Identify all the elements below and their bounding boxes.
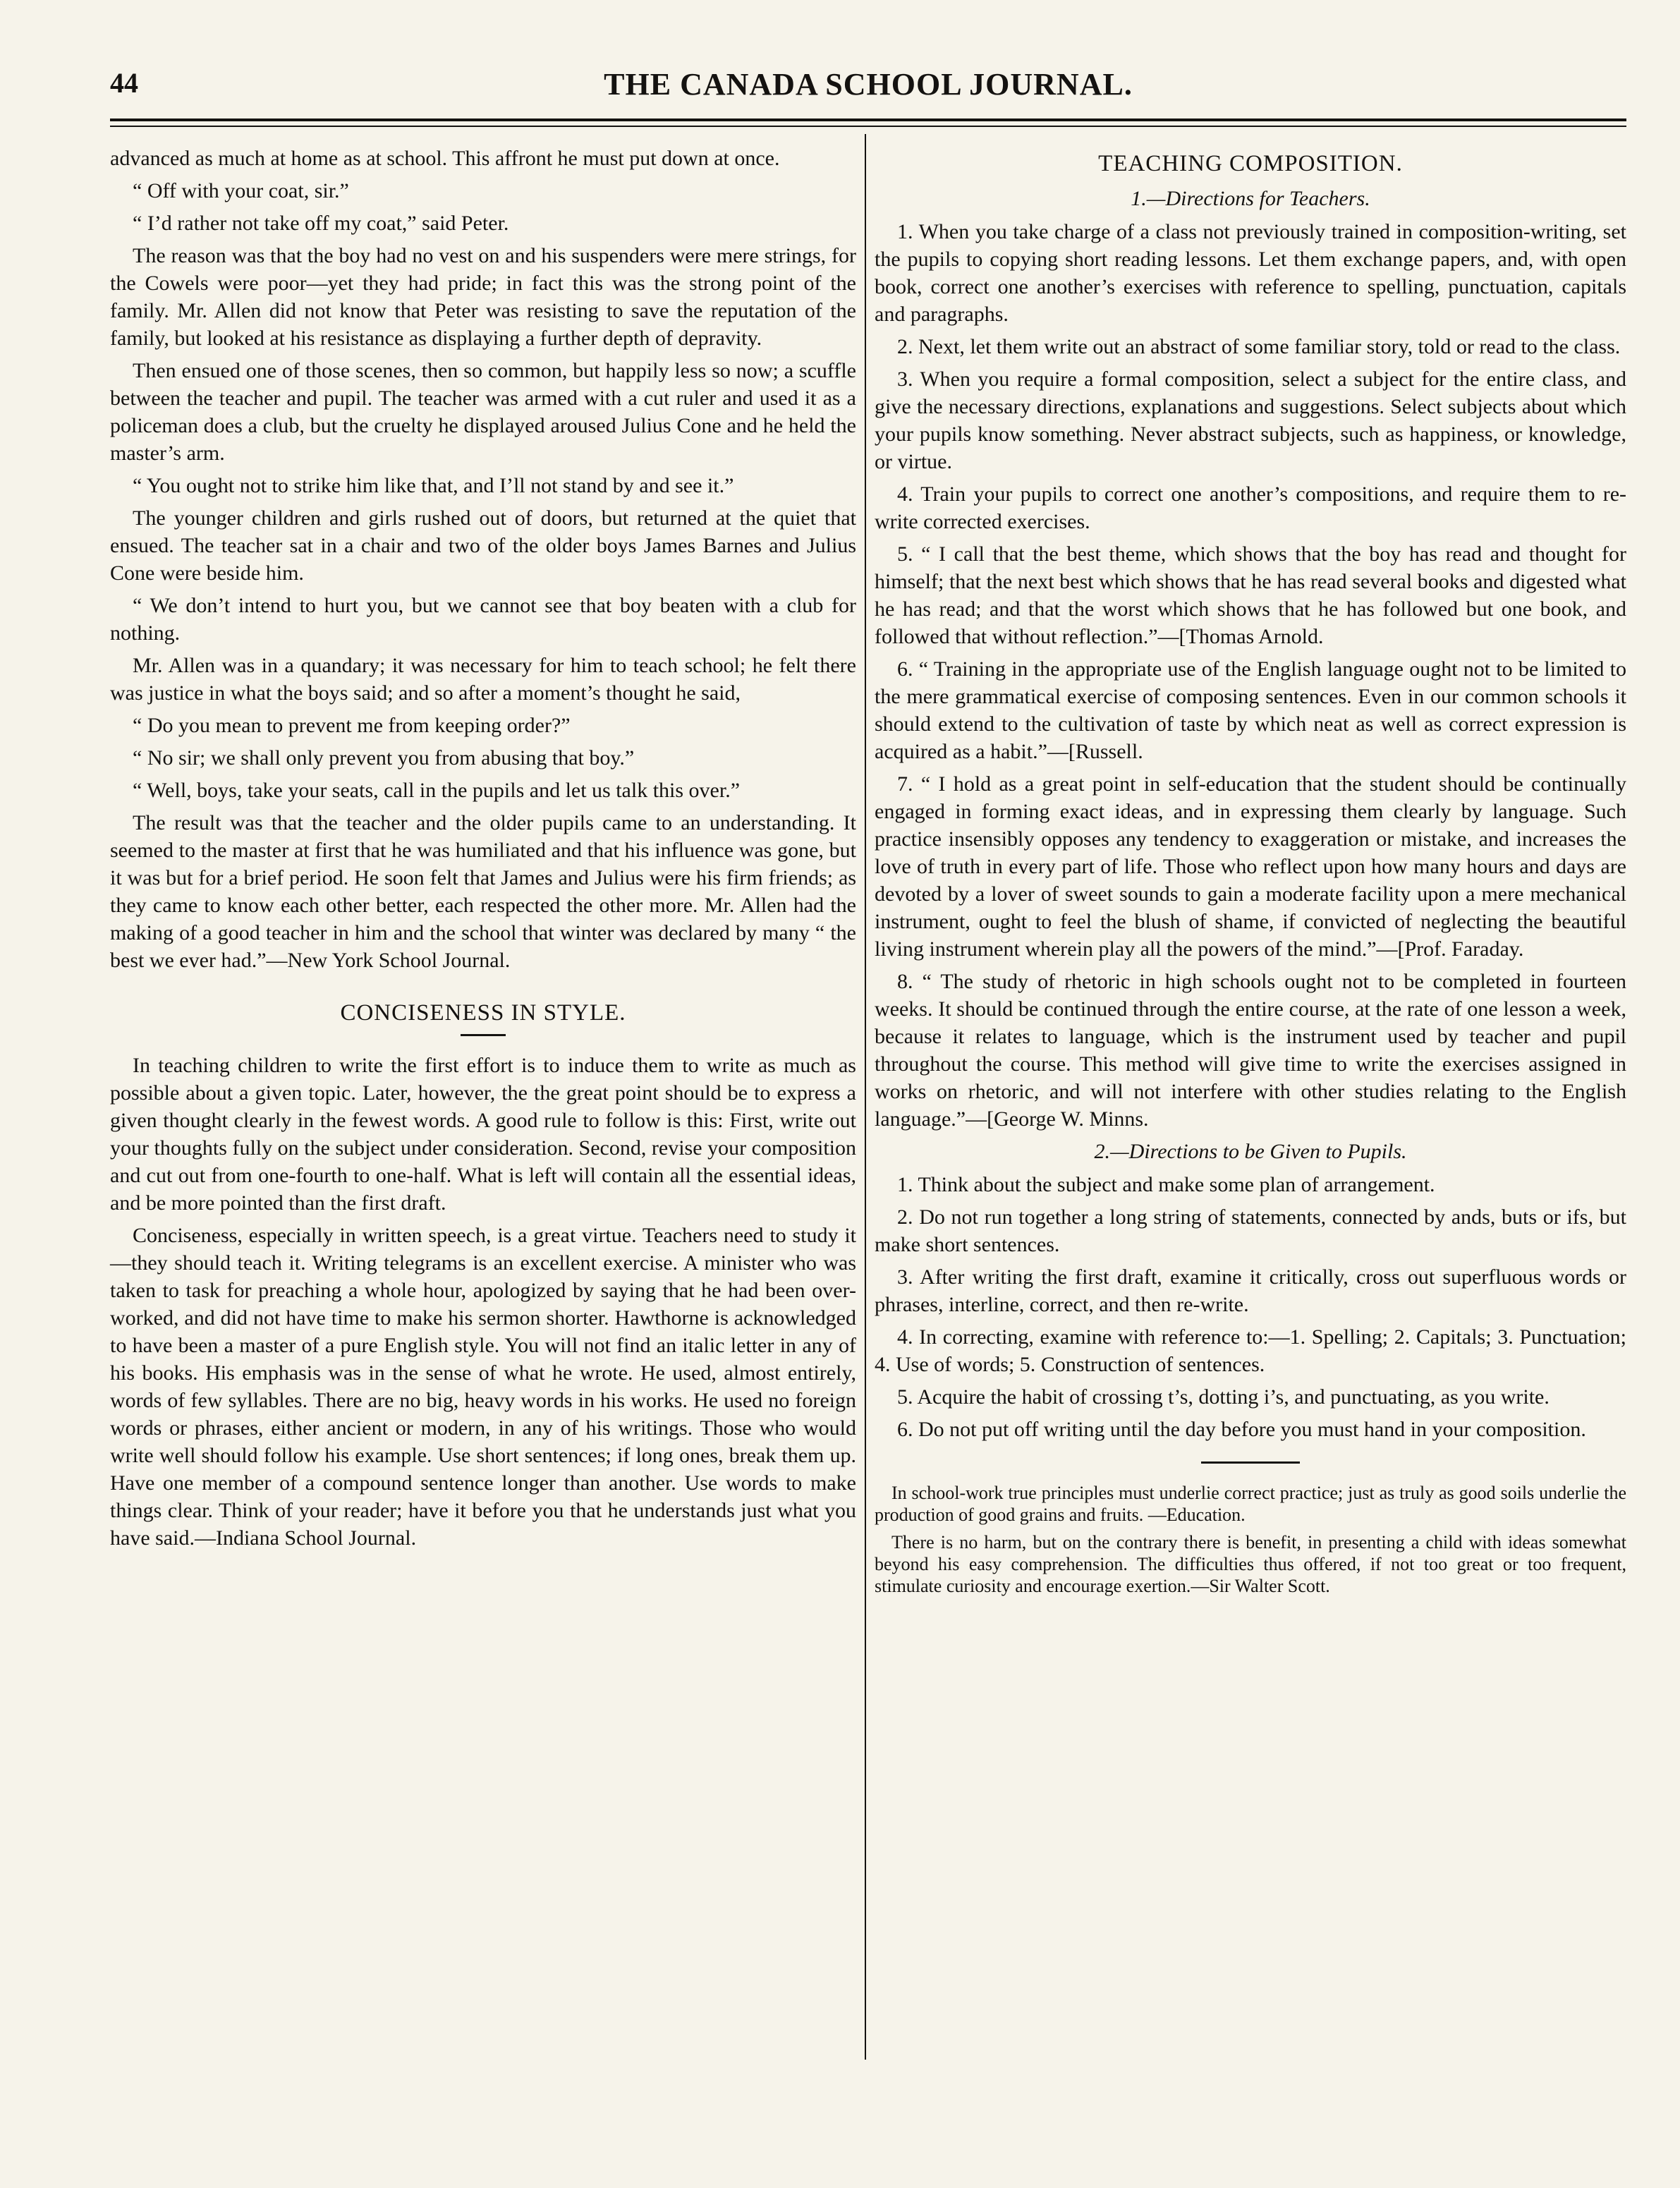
story-paragraph: The reason was that the boy had no vest on and his suspenders were mere strings, for the Cowels were poor—yet they had pride; in fact this was the strong point of the family. Mr. Allen did not know that Peter was resisting to save the reputation of the family, but looked at his resistance as displaying a further depth of depravity.: [110, 244, 856, 350]
subheading-teachers: 1.—Directions for Teachers.: [1131, 187, 1370, 210]
right-column: [875, 145, 1626, 1603]
teacher-direction-item: 8. “ The study of rhetoric in high schools ought not to be completed in fourteen weeks. It should be continued through the entire course, at the rate of one lesson a week, because it relates to language, which is the instrument used by teacher and pupil throughout the course. This method will give time to write the exercises assigned in works on rhetoric, and will not interfere with other studies relating to the English language.”—[George W. Minns.: [875, 970, 1626, 1131]
story-paragraph: “ Off with your coat, sir.”: [133, 179, 349, 202]
header-rule: [110, 118, 1626, 121]
left-column: [110, 145, 856, 1557]
journal-title: THE CANADA SCHOOL JOURNAL.: [604, 67, 1133, 102]
page-number: 44: [110, 67, 138, 99]
teacher-direction-item: 1. When you take charge of a class not previously trained in composition-writing, set the pupils to copying short reading lessons. Let them exchange papers, and, with open book, correct one another’s exercises with reference to spelling, punctuation, capitals and paragraphs.: [875, 220, 1626, 326]
teacher-direction-item: 5. “ I call that the best theme, which shows that the boy has read and thought for himself; that the next best which shows that he has read several books and digested what he has read; and that the worst which shows that he has followed but one book, and followed that without reflection.”—[Thomas Arnold.: [875, 542, 1626, 648]
story-paragraph: “ We don’t intend to hurt you, but we cannot see that boy beaten with a club for nothing.: [110, 594, 856, 645]
page-header: [110, 66, 1626, 109]
pupil-direction-item: 4. In correcting, examine with reference to:—1. Spelling; 2. Capitals; 3. Punctuation; 4. Use of words; 5. Construction of sentences.: [875, 1325, 1626, 1376]
footnote-education: In school-work true principles must underlie correct practice; just as truly as good soils underlie the production of good grains and fruits. —Education.: [875, 1483, 1626, 1525]
footnotes: [875, 1482, 1626, 1597]
story-paragraph: Then ensued one of those scenes, then so common, but happily less so now; a scuffle between the teacher and pupil. The teacher was armed with a cut ruler and used it as a policeman does a club, but the cruelty he displayed aroused Julius Cone and he held the master’s arm.: [110, 359, 856, 465]
story-paragraph: “ You ought not to strike him like that, and I’ll not stand by and see it.”: [133, 474, 734, 497]
pupil-direction-item: 3. After writing the first draft, examine it critically, cross out superfluous words or phrases, interline, correct, and then re-write.: [875, 1265, 1626, 1316]
teacher-direction-item: 6. “ Training in the appropriate use of the English language ought not to be limited to the mere grammatical exercise of composing sentences. Even in our common schools it should extend to the cultivation of taste by which neat as well as correct expression is acquired as a habit.”—[Russell.: [875, 657, 1626, 763]
conciseness-paragraph: Conciseness, especially in written speech, is a great virtue. Teachers need to study it—they should teach it. Writing telegrams is an excellent exercise. A minister who was taken to task for preaching a whole hour, apologized by saying that he had been over-worked, and did not have time to make his sermon shorter. Hawthorne is acknowledged to have been a master of a pure English style. You will not find an italic letter in any of his books. His emphasis was in the sense of what he wrote. He used, almost entirely, words of few syllables. There are no big, heavy words in his works. He used no foreign words or phrases, either ancient or modern, in any of his writings. Those who would write well should follow his example. Use short sentences; if long ones, break them up. Have one member of a compound sentence longer than another. Use words to make things clear. Think of your reader; have it before you that he understands just what you have said.—Indiana School Journal.: [110, 1224, 856, 1550]
story-paragraph: advanced as much at home as at school. This affront he must put down at once.: [110, 147, 780, 170]
story-paragraph: Mr. Allen was in a quandary; it was necessary for him to teach school; he felt there was justice in what the boys said; and so after a moment’s thought he said,: [110, 654, 856, 705]
story-paragraph: “ I’d rather not take off my coat,” said Peter.: [133, 212, 509, 235]
subheading-pupils: 2.—Directions to be Given to Pupils.: [1094, 1140, 1407, 1163]
teacher-direction-item: 2. Next, let them write out an abstract of some familiar story, told or read to the class.: [897, 335, 1621, 358]
pupil-direction-item: 2. Do not run together a long string of statements, connected by ands, buts or ifs, but make short sentences.: [875, 1205, 1626, 1256]
teacher-direction-item: 4. Train your pupils to correct one another’s compositions, and require them to re-write corrected exercises.: [875, 482, 1626, 533]
pupil-direction-item: 5. Acquire the habit of crossing t’s, dotting i’s, and punctuating, as you write.: [897, 1385, 1550, 1409]
story-paragraph: “ Do you mean to prevent me from keeping order?”: [133, 714, 571, 737]
story-paragraph: “ Well, boys, take your seats, call in the pupils and let us talk this over.”: [133, 779, 741, 802]
story-paragraph: The result was that the teacher and the older pupils came to an understanding. It seemed to the master at first that he was humiliated and that his influence was gone, but it was but for a brief period. He soon felt that James and Julius were his firm friends; as they came to know each other better, each respected the other more. Mr. Allen had the making of a good teacher in him and the school that winter was declared by many “ the best we ever had.”—New York School Journal.: [110, 811, 856, 972]
section-divider: [461, 1034, 506, 1036]
story-paragraph: “ No sir; we shall only prevent you from abusing that boy.”: [133, 746, 635, 770]
pupil-direction-item: 6. Do not put off writing until the day before you must hand in your composition.: [897, 1418, 1586, 1441]
section-title-conciseness: CONCISENESS IN STYLE.: [340, 1000, 626, 1026]
story-paragraph: The younger children and girls rushed out of doors, but returned at the quiet that ensued. The teacher sat in a chair and two of the older boys James Barnes and Julius Cone were beside him.: [110, 506, 856, 585]
conciseness-paragraph: In teaching children to write the first effort is to induce them to write as much as possible about a given topic. Later, however, the the great point should be to express a given thought clearly in the fewest words. A good rule to follow is this: First, write out your thoughts fully on the subject under consideration. Second, revise your composition and cut out from one-fourth to one-half. What is left will contain all the essential ideas, and be more pointed than the first draft.: [110, 1054, 856, 1215]
section-title-teaching-composition: TEACHING COMPOSITION.: [1098, 151, 1403, 176]
teacher-direction-item: 3. When you require a formal composition, select a subject for the entire class, and give the necessary directions, explanations and suggestions. Select subjects about which your pupils know something. Never abstract subjects, such as happiness, or knowledge, or virtue.: [875, 367, 1626, 473]
teacher-direction-item: 7. “ I hold as a great point in self-education that the student should be continually engaged in forming exact ideas, and in expressing them clearly by language. Such practice insensibly opposes any tendency to exaggeration or mistake, and increases the love of truth in every part of life. Those who reflect upon how many hours and days are devoted by a lover of sweet sounds to gain a moderate facility upon a mere mechanical instrument, ought to feel the blush of shame, if convicted of neglecting the beautiful living instrument wherein play all the powers of the mind.”—[Prof. Faraday.: [875, 772, 1626, 961]
footnote-divider: [1201, 1461, 1300, 1464]
column-divider: [865, 134, 866, 2060]
footnote-scott: There is no harm, but on the contrary there is benefit, in presenting a child with ideas somewhat beyond his easy comprehension. The difficulties thus offered, if not too great or too frequent, stimulate curiosity and encourage exertion.—Sir Walter Scott.: [875, 1532, 1626, 1596]
header-rule-thin: [110, 126, 1626, 127]
pupil-direction-item: 1. Think about the subject and make some plan of arrangement.: [897, 1173, 1435, 1196]
